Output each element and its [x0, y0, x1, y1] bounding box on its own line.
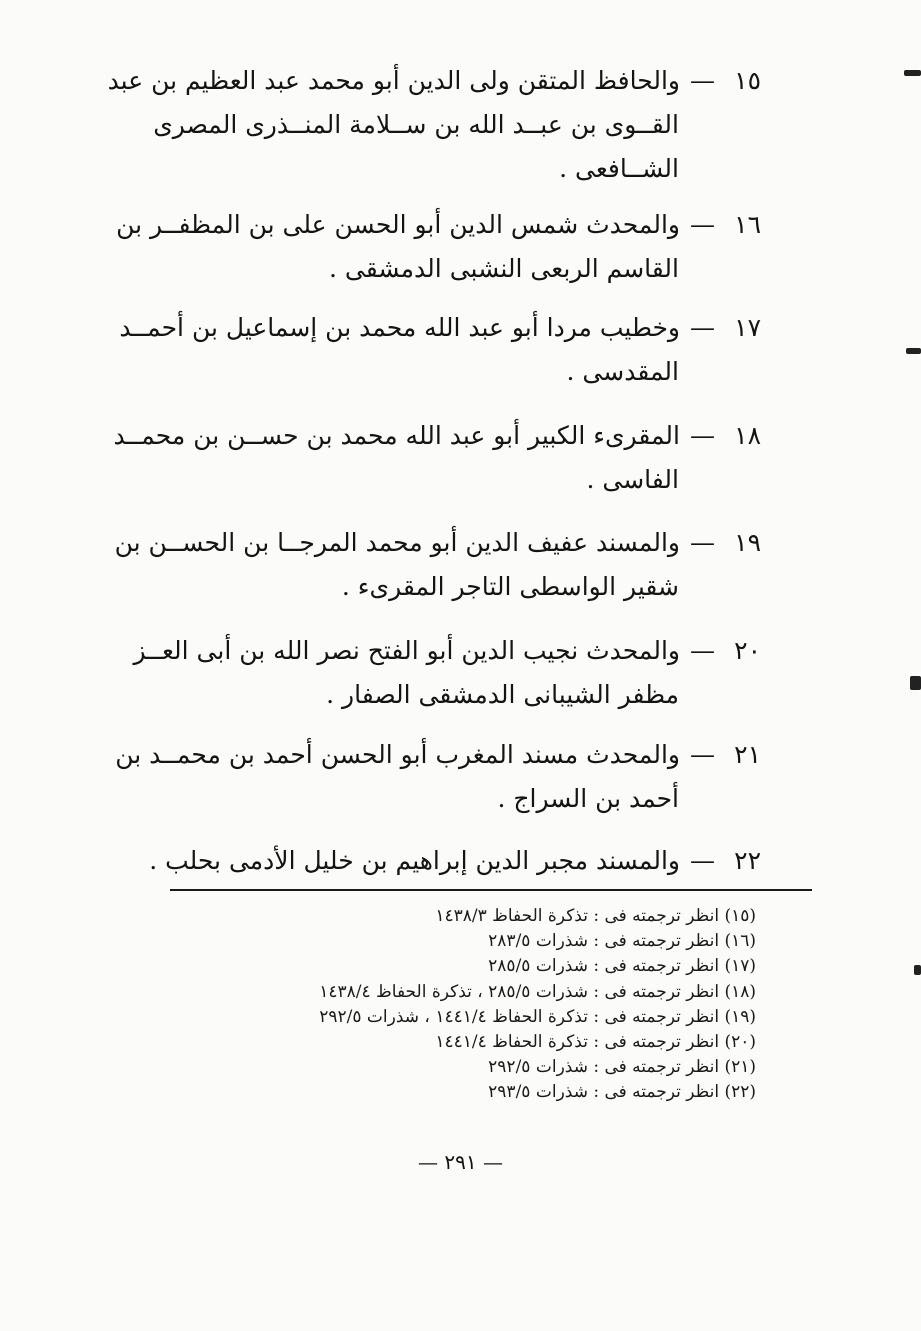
entry-dash: — [690, 421, 715, 450]
entry-number: ١٦ [734, 210, 761, 239]
footnote: (١٦) انظر ترجمته فى : شذرات ٢٨٣/٥ [488, 931, 756, 952]
entry-number: ٢١ [734, 740, 761, 769]
entry-20 [133, 636, 761, 726]
footnote: (١٥) انظر ترجمته فى : تذكرة الحفاظ ١٤٣٨/٣ [435, 906, 756, 926]
entry-15 [107, 66, 761, 196]
entry-19 [114, 528, 761, 618]
entry-dash: — [690, 636, 715, 665]
entry-17 [119, 313, 761, 403]
entry-21 [115, 740, 761, 830]
entry-line [108, 66, 761, 95]
entry-line [149, 846, 761, 875]
entry-line [134, 636, 761, 665]
entry-number: ١٩ [734, 528, 761, 557]
entry-number: ١٥ [734, 66, 761, 95]
entry-line: المقدسى . [566, 357, 679, 386]
footnote: (١٨) انظر ترجمته فى : شذرات ٢٨٥/٥ ، تذكرة الحفاظ ١٤٣٨/٤ [319, 981, 756, 1002]
entry-line [116, 210, 761, 239]
entry-line: مظفر الشيبانى الدمشقى الصفار . [326, 680, 679, 709]
entry-line: أحمد بن السراج . [497, 784, 679, 813]
footnotes [319, 904, 756, 1106]
entry-22 [149, 846, 761, 886]
footnote: (١٧) انظر ترجمته فى : شذرات ٢٨٥/٥ [488, 956, 756, 977]
entry-line: القــوى بن عبــد الله بن ســلامة المنــذرى المصرى [153, 110, 679, 139]
entry-line [114, 421, 761, 450]
entry-text: والمسند مجبر الدين إبراهيم بن خليل الأدمى بحلب . [149, 846, 680, 875]
entry-dash: — [690, 528, 715, 557]
entry-number: ١٧ [734, 313, 761, 342]
entry-number: ١٨ [734, 421, 761, 450]
entry-dash: — [690, 740, 715, 769]
entry-line [115, 740, 761, 769]
entry-16 [116, 210, 761, 300]
entry-dash: — [690, 846, 715, 875]
scan-mark [904, 70, 921, 76]
entry-line [119, 313, 761, 342]
entry-text: والحافظ المتقن ولى الدين أبو محمد عبد العظيم بن عبد [107, 66, 680, 95]
footnote: (٢١) انظر ترجمته فى : شذرات ٢٩٢/٥ [488, 1057, 756, 1078]
scan-mark [914, 965, 921, 975]
entry-number: ٢٠ [734, 636, 761, 665]
entry-18 [113, 421, 761, 511]
entry-line: شقير الواسطى التاجر المقرىء . [341, 572, 679, 601]
entry-text: وخطيب مردا أبو عبد الله محمد بن إسماعيل بن أحمــد [119, 313, 680, 342]
entry-text: المقرىء الكبير أبو عبد الله محمد بن حســن بن محمــد [113, 421, 680, 450]
scan-mark [910, 676, 921, 690]
footnote: (٢٢) انظر ترجمته فى : شذرات ٢٩٣/٥ [488, 1082, 756, 1103]
entry-line: القاسم الربعى النشبى الدمشقى . [328, 254, 679, 283]
entry-number: ٢٢ [734, 846, 761, 875]
entry-dash: — [690, 313, 715, 342]
entry-text: والمحدث نجيب الدين أبو الفتح نصر الله بن أبى العــز [133, 636, 680, 665]
entry-line: الشــافعى . [559, 154, 679, 183]
entry-line [115, 528, 761, 557]
entry-text: والمسند عفيف الدين أبو محمد المرجــا بن الحســن بن [114, 528, 680, 557]
scan-mark [906, 348, 921, 354]
entry-text: والمحدث مسند المغرب أبو الحسن أحمد بن محمــد بن [115, 740, 680, 769]
entry-text: والمحدث شمس الدين أبو الحسن على بن المظفــر بن [116, 210, 680, 239]
footnote: (٢٠) انظر ترجمته فى : تذكرة الحفاظ ١٤٤١/٤ [435, 1032, 756, 1053]
footnote-separator [170, 889, 812, 891]
entry-line: الفاسى . [586, 465, 679, 494]
entry-dash: — [690, 210, 715, 239]
entry-dash: — [690, 66, 715, 95]
page-number: — ٢٩١ — [418, 1150, 503, 1174]
footnote: (١٩) انظر ترجمته فى : تذكرة الحفاظ ١٤٤١/٤ ، شذرات ٢٩٢/٥ [319, 1006, 756, 1027]
